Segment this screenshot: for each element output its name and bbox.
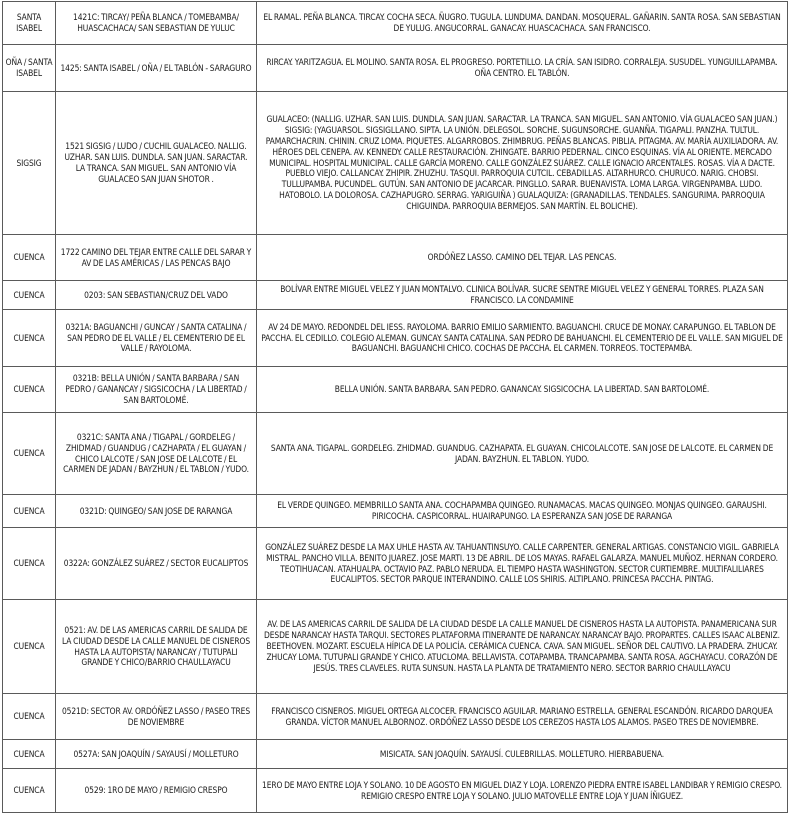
sectors-cell: FRANCISCO CISNEROS. MIGUEL ORTEGA ALCOCER. FRANCISCO AGUILAR. MARIANO ESTRELLA. GENERAL ESCANDÓN. RICARDO DARQUEA GRANDA. VÍCTOR MANUEL ALBORNOZ. ORDÓÑEZ LASSO DESDE LOS CEREZOS HASTA LOS ALAMOS. PASEO TRES DE NOVIEMBRE. (257, 694, 788, 740)
canton-cell: CUENCA (3, 281, 56, 310)
canton-cell: CUENCA (3, 694, 56, 740)
circuit-cell: 0321D: QUINGEO/ SAN JOSE DE RARANGA (56, 495, 257, 528)
table-row (3, 281, 788, 310)
table-row (3, 413, 788, 495)
canton-cell: CUENCA (3, 413, 56, 495)
canton-cell: CUENCA (3, 310, 56, 367)
circuit-cell: 1521 SIGSIG / LUDO / CUCHIL GUALACEO. NALLIG. UZHAR. SAN LUIS. DUNDLA. SAN JUAN. SARACTAR. LA TRANCA. SAN MIGUEL. SAN ANTONIO VÍA GUALACEO SAN JUAN SHOTOR . (56, 92, 257, 235)
canton-cell: SANTA ISABEL (3, 2, 56, 45)
sectors-cell: SANTA ANA. TIGAPAL. GORDELEG. ZHIDMAD. GUANDUG. CAZHAPATA. EL GUAYAN. CHICOLALCOTE. SAN JOSE DE LALCOTE. EL CARMEN DE JADAN. BAYZHUN. EL TABLON. YUDO. (257, 413, 788, 495)
sectors-cell: AV 24 DE MAYO. REDONDEL DEL IESS. RAYOLOMA. BARRIO EMILIO SARMIENTO. BAGUANCHI. CRUCE DE MONAY. CARAPUNGO. EL TABLON DE PACCHA. EL CEDILLO. COLEGIO ALEMAN. GUNCAY. SANTA CATALINA. SAN PEDRO DE BAHUANCHI. EL CEMENTERIO DE EL VALLE. SAN MIGUEL DE BAGUANCHI. BAGUANCHI CHICO. COCHAS DE PACCHA. EL CARMEN. TORREOS. TOCTEPAMBA. (257, 310, 788, 367)
canton-cell: CUENCA (3, 495, 56, 528)
table-row (3, 367, 788, 413)
canton-cell: CUENCA (3, 600, 56, 694)
circuit-cell: 0521: AV. DE LAS AMERICAS CARRIL DE SALIDA DE LA CIUDAD DESDE LA CALLE MANUEL DE CISNEROS HASTA LA AUTOPISTA/ NARANCAY / TUTUPALI GRANDE Y CHICO/BARRIO CHAULLAYACU (56, 600, 257, 694)
canton-cell: CUENCA (3, 235, 56, 281)
table-row (3, 528, 788, 600)
table-row (3, 600, 788, 694)
sectors-cell: GONZÁLEZ SUÁREZ DESDE LA MAX UHLE HASTA AV. TAHUANTINSUYO. CALLE CARPENTER. GENERAL ARTIGAS. CONSTANCIO VIGIL. GABRIELA MISTRAL. PANCHO VILLA. BENITO JUAREZ. JOSE MARTI. 13 DE ABRIL. DE LOS MAYAS. RAFAEL GALARZA. MANUEL MUÑOZ. HERNAN CORDERO. TEOTIHUACAN. ATAHUALPA. OCTAVIO PAZ. PABLO NERUDA. EL TIEMPO HASTA WASHINGTON. SECTOR CURTIEMBRE. MULTIFALILIARES EUCALIPTOS. SECTOR PARQUE INTERANDINO. CALLE LOS SHIRIS. ALTIPLANO. PRINCESA PACCHA. PINTAG. (257, 528, 788, 600)
table-row (3, 92, 788, 235)
sectors-cell: EL RAMAL. PEÑA BLANCA. TIRCAY. COCHA SECA. ÑUGRO. TUGULA. LUNDUMA. DANDAN. MOSQUERAL. GAÑARIN. SANTA ROSA. SAN SEBASTIAN DE YULUG. ANGUCORRAL. GANACAY. HUASCACHACA. SAN FRANCISCO. (257, 2, 788, 45)
sectors-cell: BOLÍVAR ENTRE MIGUEL VELEZ Y JUAN MONTALVO. CLINICA BOLÍVAR. SUCRE SENTRE MIGUEL VELEZ Y GENERAL TORRES. PLAZA SAN FRANCISCO. LA CONDAMINE (257, 281, 788, 310)
sectors-cell: 1ERO DE MAYO ENTRE LOJA Y SOLANO. 10 DE AGOSTO EN MIGUEL DIAZ Y LOJA. LORENZO PIEDRA ENTRE ISABEL LANDIBAR Y REMIGIO CRESPO. REMIGIO CRESPO ENTRE LOJA Y SOLANO. JULIO MATOVELLE ENTRE LOJA Y JUAN ÍÑIGUEZ. (257, 769, 788, 813)
circuit-cell: 0527A: SAN JOAQUÍN / SAYAUSÍ / MOLLETURO (56, 740, 257, 769)
canton-cell: CUENCA (3, 367, 56, 413)
table-row (3, 45, 788, 92)
table-row (3, 2, 788, 45)
canton-cell: SIGSIG (3, 92, 56, 235)
sectors-table (2, 1, 788, 813)
circuit-cell: 0321C: SANTA ANA / TIGAPAL / GORDELEG / ZHIDMAD / GUANDUG / CAZHAPATA / EL GUAYAN / CHICO LALCOTE / SAN JOSE DE LALCOTE / EL CARMEN DE JADAN / BAYZHUN / EL TABLON / YUDO. (56, 413, 257, 495)
circuit-cell: 0322A: GONZÁLEZ SUÁREZ / SECTOR EUCALIPTOS (56, 528, 257, 600)
circuit-cell: 1421C: TIRCAY/ PEÑA BLANCA / TOMEBAMBA/ HUASCACHACA/ SAN SEBASTIAN DE YULUC (56, 2, 257, 45)
sectors-cell: BELLA UNIÓN. SANTA BARBARA. SAN PEDRO. GANANCAY. SIGSICOCHA. LA LIBERTAD. SAN BARTOLOMÉ. (257, 367, 788, 413)
table-row (3, 694, 788, 740)
circuit-cell: 1722 CAMINO DEL TEJAR ENTRE CALLE DEL SARAR Y AV DE LAS AMÉRICAS / LAS PENCAS BAJO (56, 235, 257, 281)
table-row (3, 740, 788, 769)
sectors-cell: RIRCAY. YARITZAGUA. EL MOLINO. SANTA ROSA. EL PROGRESO. PORTETILLO. LA CRÍA. SAN ISIDRO. CORRALEJA. SUSUDEL. YUNGUILLAPAMBA. OÑA CENTRO. EL TABLÓN. (257, 45, 788, 92)
circuit-cell: 0521D: SECTOR AV. ORDÓÑEZ LASSO / PASEO TRES DE NOVIEMBRE (56, 694, 257, 740)
canton-cell: OÑA / SANTA ISABEL (3, 45, 56, 92)
canton-cell: CUENCA (3, 528, 56, 600)
table-row (3, 235, 788, 281)
table-row (3, 495, 788, 528)
table-row (3, 310, 788, 367)
sectors-cell: EL VERDE QUINGEO. MEMBRILLO SANTA ANA. COCHAPAMBA QUINGEO. RUNAMACAS. MACAS QUINGEO. MONJAS QUINGEO. GARAUSHI. PIRICOCHA. CASPICORRAL. HUAIRAPUNGO. LA ESPERANZA SAN JOSE DE RARANGA (257, 495, 788, 528)
table-row (3, 769, 788, 813)
circuit-cell: 0529: 1RO DE MAYO / REMIGIO CRESPO (56, 769, 257, 813)
canton-cell: CUENCA (3, 769, 56, 813)
sectors-cell: MISICATA. SAN JOAQUÍN. SAYAUSÍ. CULEBRILLAS. MOLLETURO. HIERBABUENA. (257, 740, 788, 769)
circuit-cell: 1425: SANTA ISABEL / OÑA / EL TABLÓN - SARAGURO (56, 45, 257, 92)
canton-cell: CUENCA (3, 740, 56, 769)
circuit-cell: 0321B: BELLA UNIÓN / SANTA BARBARA / SAN PEDRO / GANANCAY / SIGSICOCHA / LA LIBERTAD / SAN BARTOLOMÉ. (56, 367, 257, 413)
circuit-cell: 0203: SAN SEBASTIAN/CRUZ DEL VADO (56, 281, 257, 310)
sectors-cell: AV. DE LAS AMERICAS CARRIL DE SALIDA DE LA CIUDAD DESDE LA CALLE MANUEL DE CISNEROS HASTA LA AUTOPISTA. PANAMERICANA SUR DESDE NARANCAY HASTA TARQUI. SECTORES PLATAFORMA ITINERANTE DE NARANCAY. NARANCAY BAJO. PROPARTES. CALLES ISAAC ALBENIZ. BEETHOVEN. MOZART. ESCUELA HÍPICA DE LA POLICÍA. CERÁMICA CUENCA. CAVA. SAN MIGUEL. SEÑOR DEL CAUTIVO. LA PRADERA. ZHUCAY. ZHUCAY LOMA. TUTUPALI GRANDE Y CHICO. ATUCLOMA. BELLAVISTA. COTAPAMBA. TRANCAPAMBA. SANTA ROSA. AGCHAYACU. CORAZÓN DE JESÚS. TRES CLAVELES. RUTA SUNSUN. HASTA LA PLANTA DE TRATAMIENTO NERO. SECTOR BARRIO CHAULLAYACU (257, 600, 788, 694)
sectors-cell: ORDÓÑEZ LASSO. CAMINO DEL TEJAR. LAS PENCAS. (257, 235, 788, 281)
circuit-cell: 0321A: BAGUANCHI / GUNCAY / SANTA CATALINA / SAN PEDRO DE EL VALLE / EL CEMENTERIO DE EL VALLE / RAYOLOMA. (56, 310, 257, 367)
sectors-cell: GUALACEO: (NALLIG. UZHAR. SAN LUIS. DUNDLA. SAN JUAN. SARACTAR. LA TRANCA. SAN MIGUEL. SAN ANTONIO. VÍA GUALACEO SAN JUAN.) SIGSIG: (YAGUARSOL. SIGSIGLLANO. SIPTA. LA UNIÓN. DELEGSOL. SORCHE. SUGUNSORCHE. GUANÑA. TIGAPALI. PANZHA. TULTUL. PAMARCHACRIN. CHININ. CRUZ LOMA. PIQUETES. ALGARROBOS. ZHIMBRUG. PEÑAS BLANCAS. PIBLIA. PITAGMA. AV. MARÍA AUXILIADORA. AV. HÉROES DEL CENEPA. AV. KENNEDY. CALLE RESTAURACIÓN. ZHINGATE. BARRIO PEDERNAL. CINCO ESQUINAS. VÍA AL ORIENTE. MERCADO MUNICIPAL. HOSPITAL MUNICIPAL. CALLE GARCÍA MORENO. CALLE GONZÁLEZ SUÁREZ. CALLE IGNACIO ARCENTALES. ROSAS. VÍA A DACTE. PUEBLO VIEJO. CALLANCAY. ZHIPIR. ZHUZHU. TASQUI. PARROQUIA CUTCIL. CEBADILLAS. ALTARHURCO. CHURUCO. NARIG. CHOBSI. TULLUPAMBA. PUCUNDEL. GUTÚN. SAN ANTONIO DE JACARCAR. PINGLLO. SARAR. BUENAVISTA. LOMA LARGA. VIRGENPAMBA. LUDO. HATOBOLO. LA DOLOROSA. CAZHAPUGRO. SERRAG. YARIGUIÑA ) GUALAQUIZA: (GRANADILLAS. TENDALES. SANGURIMA. PARROQUIA CHIGUINDA. PARROQUIA BERMEJOS. SAN MARTÍN. EL BOLICHE). (257, 92, 788, 235)
